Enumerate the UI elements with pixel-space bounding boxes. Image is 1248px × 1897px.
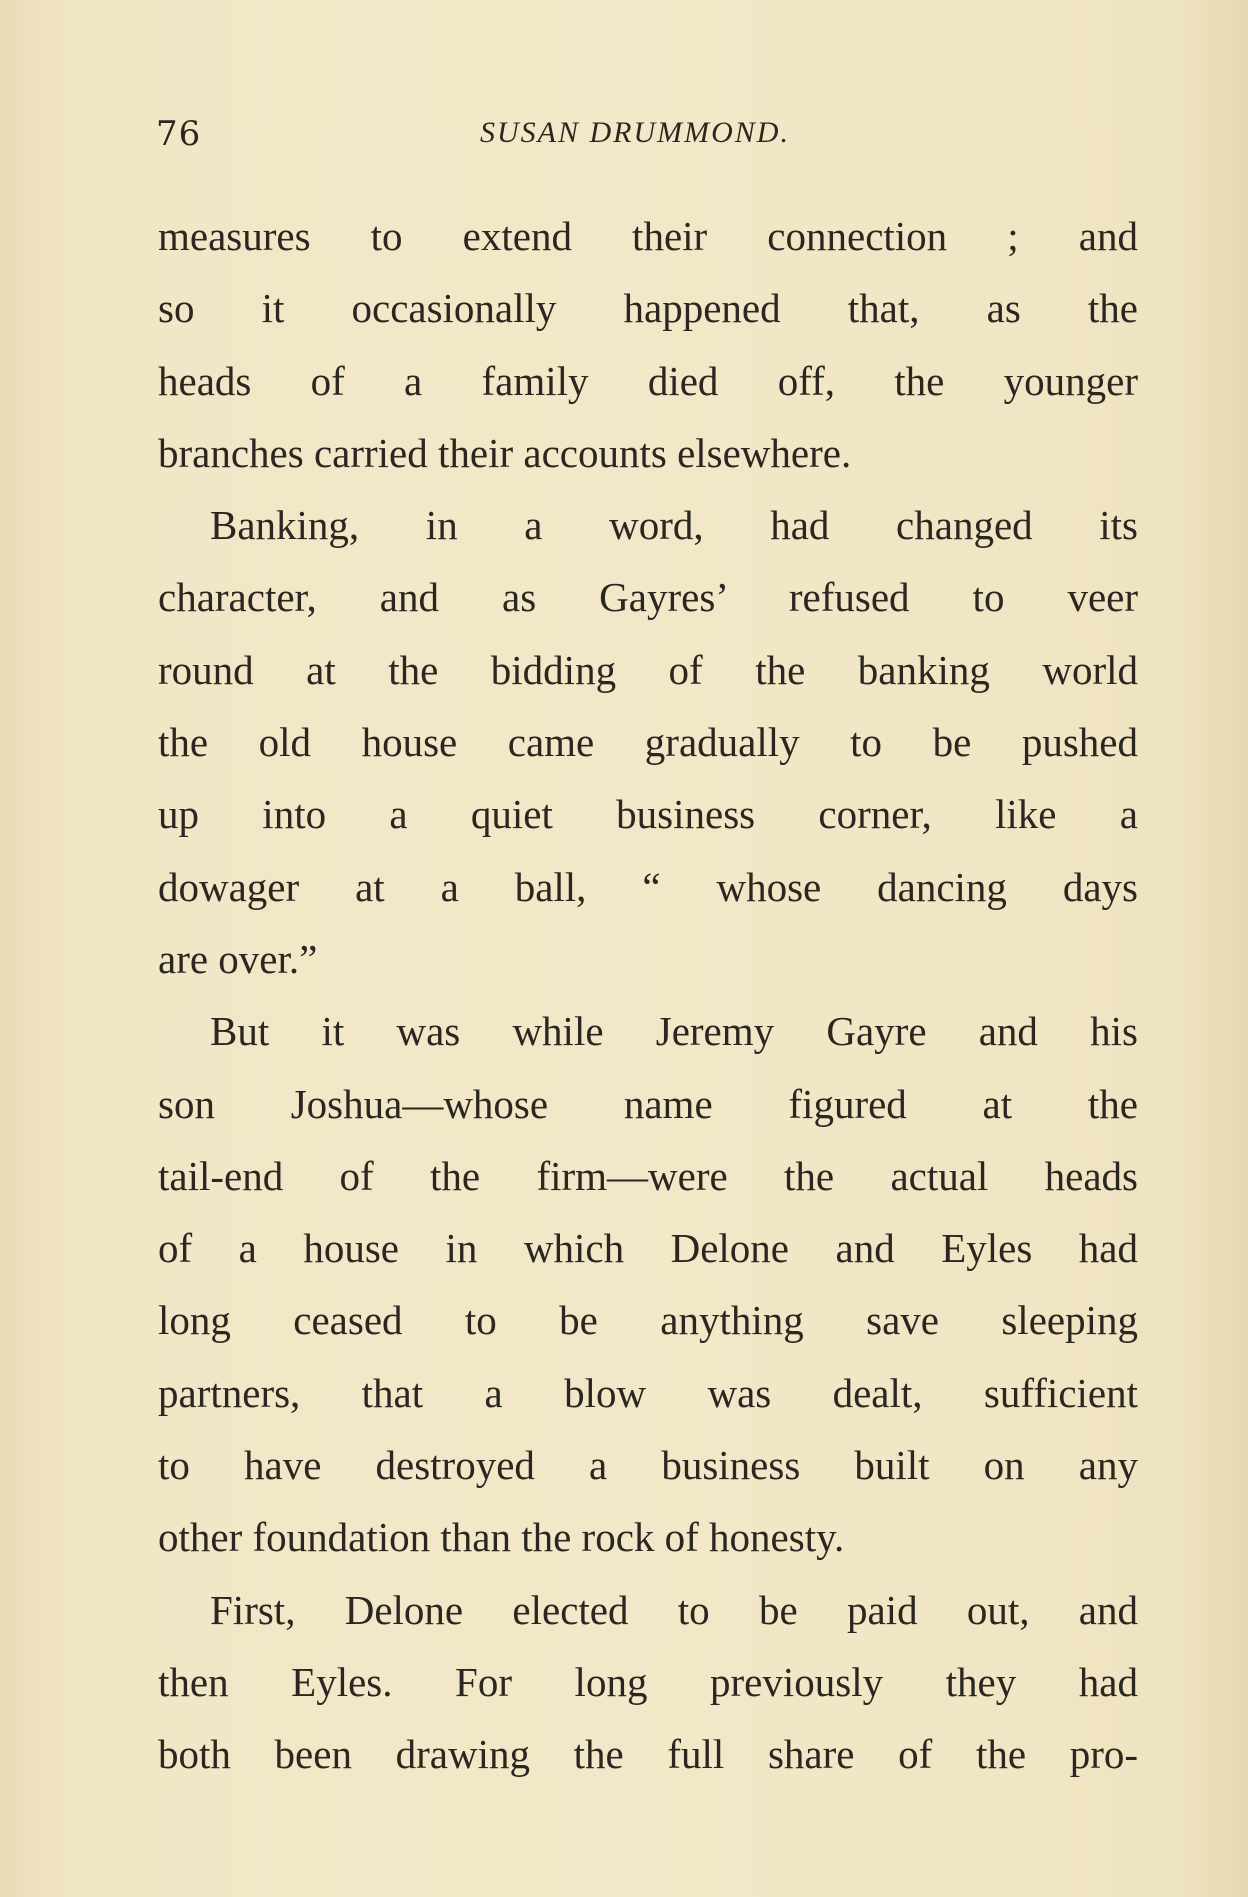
text-line: the old house came gradually to be pushed <box>158 719 1138 766</box>
text-line: to have destroyed a business built on any <box>158 1442 1138 1489</box>
text-line: son Joshua—whose name figured at the <box>158 1080 1138 1127</box>
text-line: character, and as Gayres’ refused to veer <box>158 574 1138 621</box>
text-line: dowager at a ball, “ whose dancing days <box>158 863 1138 910</box>
running-head: SUSAN DRUMMOND. <box>480 116 790 149</box>
text-line: then Eyles. For long previously they had <box>158 1658 1138 1705</box>
text-line: measures to extend their connection ; and <box>158 213 1138 259</box>
text-line: partners, that a blow was dealt, sufficient <box>158 1369 1138 1416</box>
text-line: up into a quiet business corner, like a <box>158 791 1138 838</box>
text-line: so it occasionally happened that, as the <box>158 285 1138 332</box>
page-number: 76 <box>156 114 202 154</box>
text-line: heads of a family died off, the younger <box>158 357 1138 404</box>
text-line: But it was while Jeremy Gayre and his <box>210 1008 1138 1055</box>
text-line: both been drawing the full share of the pro- <box>158 1731 1138 1778</box>
body-text <box>158 200 1138 1791</box>
text-line: of a house in which Delone and Eyles had <box>158 1225 1138 1272</box>
text-line: long ceased to be anything save sleeping <box>158 1297 1138 1344</box>
text-line: are over.” <box>158 935 318 982</box>
page-header <box>156 114 1136 164</box>
text-line: tail-end of the firm—were the actual heads <box>158 1152 1138 1199</box>
text-line: branches carried their accounts elsewhere. <box>158 429 852 476</box>
text-line: other foundation than the rock of honesty. <box>158 1514 845 1561</box>
text-line: Banking, in a word, had changed its <box>210 502 1138 549</box>
text-line: First, Delone elected to be paid out, and <box>210 1586 1138 1633</box>
text-line: round at the bidding of the banking world <box>158 646 1138 693</box>
